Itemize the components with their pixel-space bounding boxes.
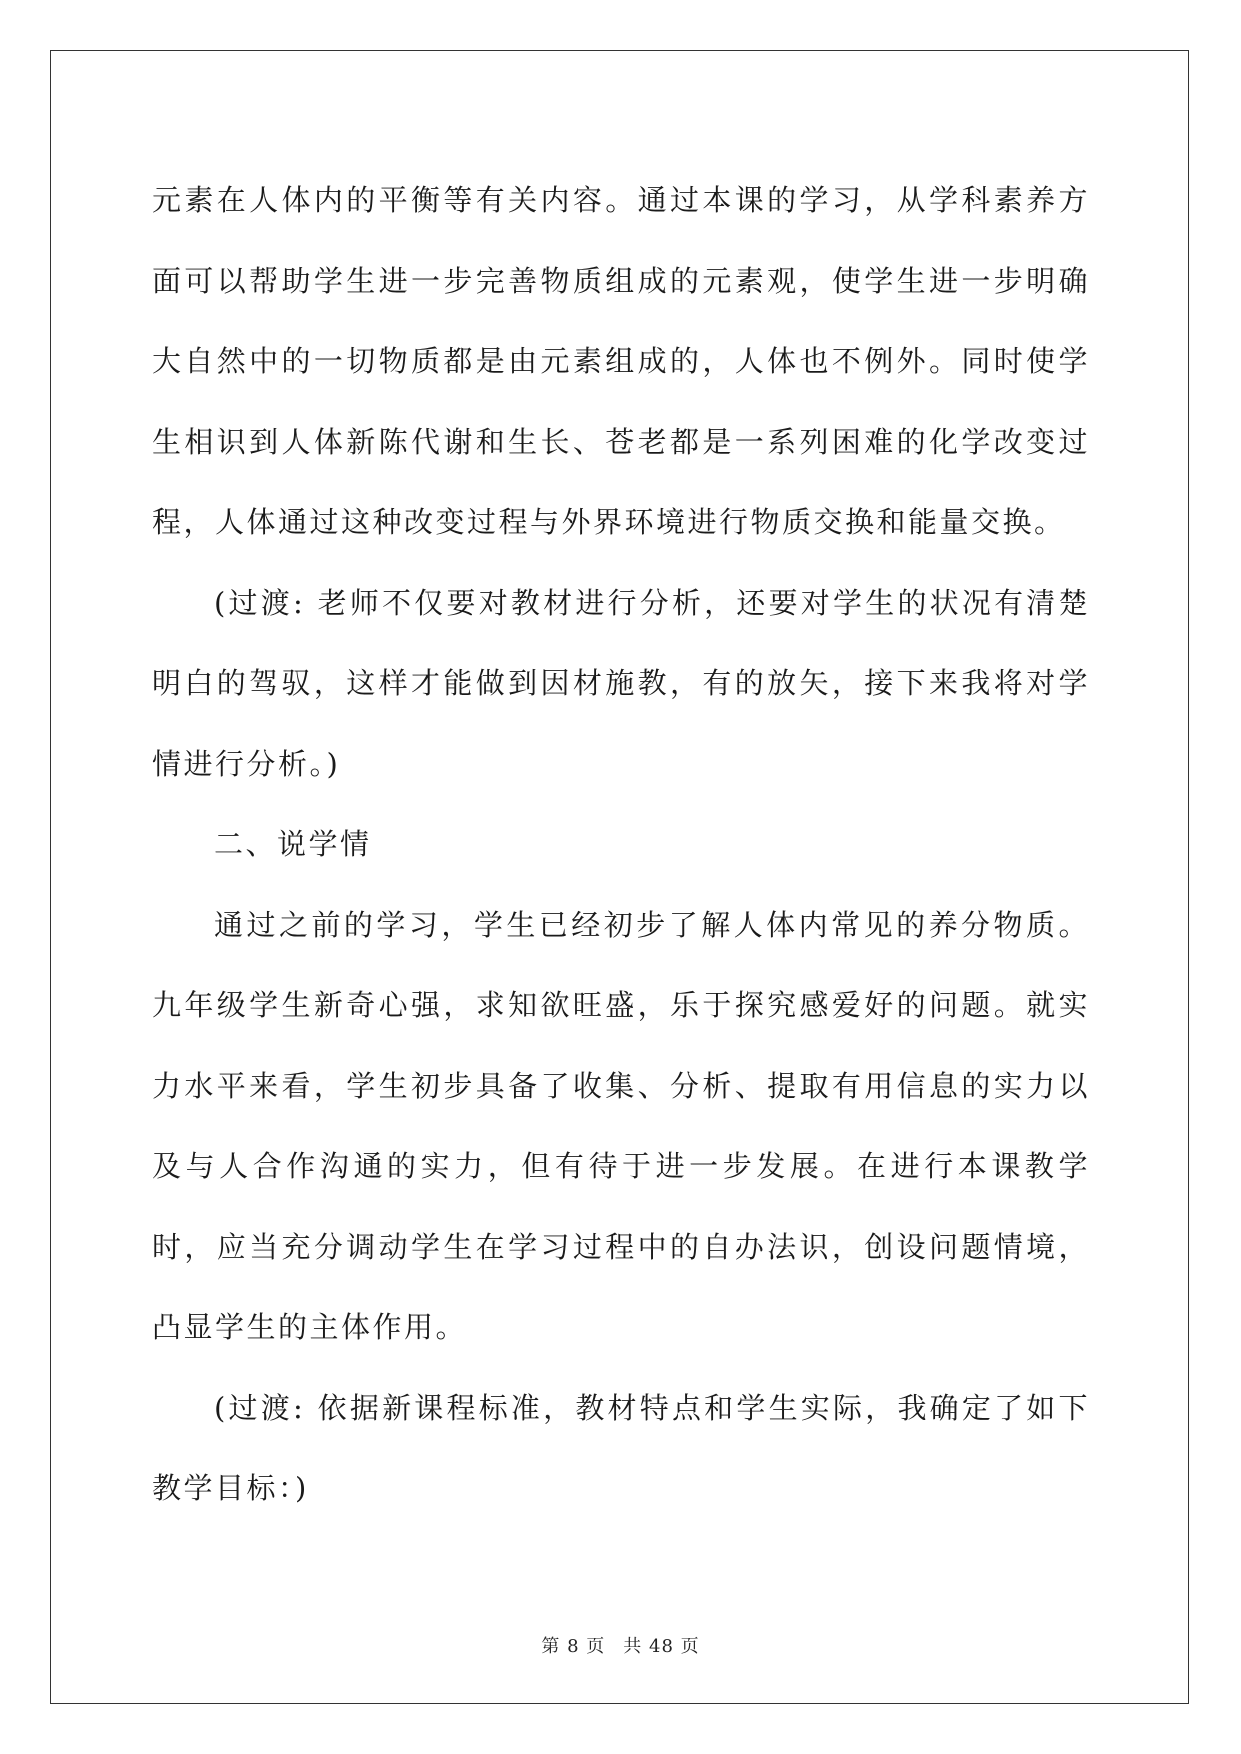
document-body [152, 160, 1090, 1529]
page-number: 第 8 页 [541, 1636, 606, 1657]
paragraph-learner-analysis: 通过之前的学习，学生已经初步了解人体内常见的养分物质。九年级学生新奇心强，求知欲旺盛，乐于探究感爱好的问题。就实力水平来看，学生初步具备了收集、分析、提取有用信息的实力以及与人合作沟通的实力，但有待于进一步发展。在进行本课教学时，应当充分调动学生在学习过程中的自办法识，创设问题情境，凸显学生的主体作用。 [152, 907, 1090, 1344]
paragraph-transition-1: (过渡: 老师不仅要对教材进行分析，还要对学生的状况有清楚明白的驾驭，这样才能做到因材施教，有的放矢，接下来我将对学情进行分析。) [152, 585, 1090, 781]
paragraph-continuation: 元素在人体内的平衡等有关内容。通过本课的学习，从学科素养方面可以帮助学生进一步完善物质组成的元素观，使学生进一步明确大自然中的一切物质都是由元素组成的，人体也不例外。同时使学生相识到人体新陈代谢和生长、苍老都是一系列困难的化学改变过程，人体通过这种改变过程与外界环境进行物质交换和能量交换。 [152, 183, 1090, 539]
section-heading: 二、说学情 [214, 827, 372, 861]
page-footer [0, 1632, 1241, 1658]
page-total: 共 48 页 [623, 1636, 700, 1657]
paragraph-transition-2: (过渡: 依据新课程标准，教材特点和学生实际，我确定了如下教学目标：) [152, 1390, 1090, 1505]
